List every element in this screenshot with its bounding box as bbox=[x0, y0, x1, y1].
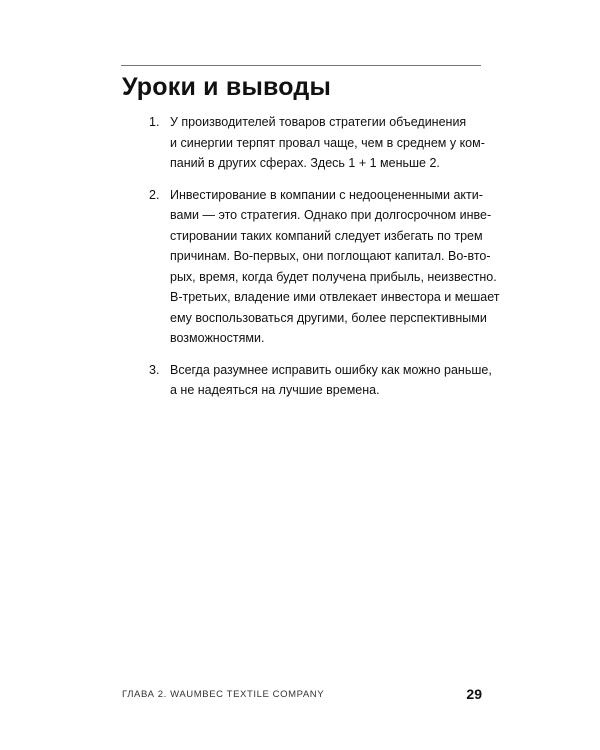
lesson-number: 3. bbox=[149, 362, 160, 377]
lesson-text bbox=[170, 360, 492, 401]
lesson-line: В-третьих, владение ими отвлекает инвестора и мешает bbox=[170, 290, 500, 304]
running-head: ГЛАВА 2. WAUMBEC TEXTILE COMPANY bbox=[122, 689, 325, 700]
lesson-line: паний в других сферах. Здесь 1 + 1 меньше 2. bbox=[170, 156, 440, 170]
top-rule bbox=[121, 65, 481, 66]
lesson-line: возможностями. bbox=[170, 331, 265, 345]
lesson-number: 2. bbox=[149, 187, 160, 202]
lesson-line: и синергии терпят провал чаще, чем в среднем у ком- bbox=[170, 135, 485, 150]
lesson-line: У производителей товаров стратегии объединения bbox=[170, 115, 467, 129]
lesson-line: стировании таких компаний следует избегать по трем bbox=[170, 228, 483, 243]
lessons-list bbox=[149, 112, 500, 412]
lesson-line: Инвестирование в компании с недооцененными акти- bbox=[170, 187, 483, 202]
page-title: Уроки и выводы bbox=[122, 73, 332, 101]
lesson-line: ему воспользоваться другими, более перспективными bbox=[170, 310, 487, 325]
page-footer bbox=[122, 686, 482, 706]
lesson-line: рых, время, когда будет получена прибыль, неизвестно. bbox=[170, 269, 497, 284]
lesson-line: причинам. Во-первых, они поглощают капитал. Во-вто- bbox=[170, 249, 491, 263]
lesson-item bbox=[149, 185, 500, 349]
lesson-line: а не надеяться на лучшие времена. bbox=[170, 383, 380, 397]
lesson-item bbox=[149, 112, 484, 174]
lesson-line: вами — это стратегия. Однако при долгосрочном инве- bbox=[170, 208, 492, 222]
lesson-text bbox=[170, 112, 484, 174]
page-number: 29 bbox=[466, 686, 482, 702]
lesson-line: Всегда разумнее исправить ошибку как можно раньше, bbox=[170, 362, 492, 377]
lesson-item bbox=[149, 360, 492, 401]
lesson-text bbox=[170, 185, 500, 349]
lesson-number: 1. bbox=[149, 115, 160, 129]
